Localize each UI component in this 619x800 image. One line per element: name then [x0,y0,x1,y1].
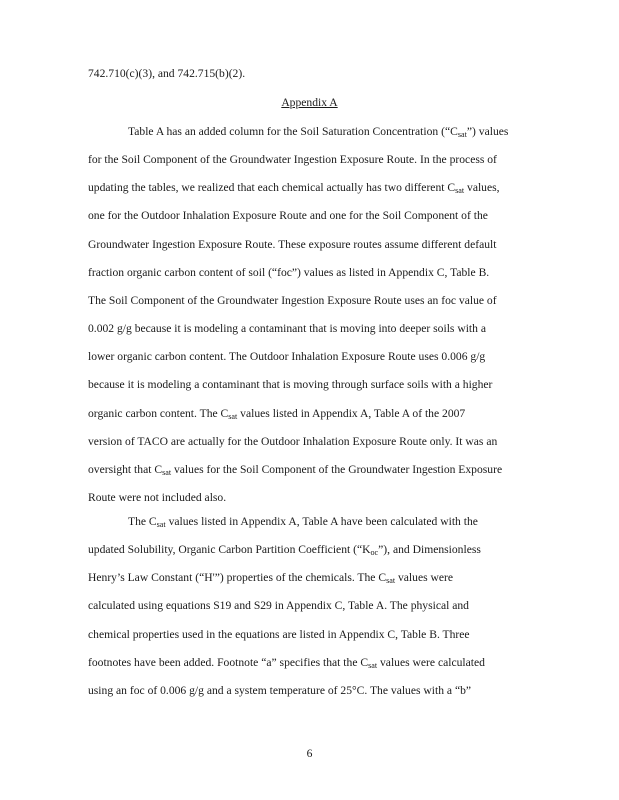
text-run: chemical properties used in the equations are listed in Appendix C, Table B. Three [88,627,470,641]
text-run: for the Soil Component of the Groundwater Ingestion Exposure Route. In the process of [88,153,497,167]
subscript: sat [228,411,238,421]
text-line [88,153,497,167]
text-run: because it is modeling a contaminant that is moving through surface soils with a higher [88,378,493,392]
text-line [128,515,478,529]
section-heading: Appendix A [281,96,338,109]
text-line [88,491,226,505]
text-run: Henry’s Law Constant (“H'”) properties of the chemicals. The C [88,571,387,585]
text-run: calculated using equations S19 and S29 in Appendix C, Table A. The physical and [88,599,469,613]
page-number: 6 [306,747,313,760]
text-line [128,125,508,139]
text-line [88,543,481,557]
text-run: oversight that C [88,462,163,476]
text-run: version of TACO are actually for the Outdoor Inhalation Exposure Route only. It was an [88,434,498,448]
text-run: values were [395,571,454,585]
text-run: Table A has an added column for the Soil Saturation Concentration (“C [128,125,458,138]
text-run: lower organic carbon content. The Outdoor Inhalation Exposure Route uses 0.006 g/g [88,350,486,364]
text-run: updated Solubility, Organic Carbon Partition Coefficient (“K [88,543,371,557]
subscript: sat [162,467,172,477]
text-line [88,181,500,195]
text-line [88,571,453,585]
text-line [88,599,469,613]
text-run: ”) values [466,125,509,138]
text-line [88,294,497,308]
text-run: values were calculated [377,655,485,669]
text-line [88,238,496,252]
subscript: sat [455,186,465,196]
subscript: sat [368,660,378,670]
text-run: The C [128,515,157,528]
text-run: Route were not included also. [88,490,227,504]
text-run: Groundwater Ingestion Exposure Route. These exposure routes assume different default [88,237,497,251]
text-run: The Soil Component of the Groundwater Ingestion Exposure Route uses an foc value of [88,293,497,307]
text-line [88,628,470,642]
text-run: organic carbon content. The C [88,406,229,420]
text-line [88,407,465,421]
carry-over-line: 742.710(c)(3), and 742.715(b)(2). [88,67,246,80]
subscript: sat [457,130,467,140]
text-line [88,684,471,698]
text-line [88,463,502,477]
text-run: fraction organic carbon content of soil (“foc”) values as listed in Appendix C, Table B. [88,265,490,279]
text-line [88,266,489,280]
text-run: values listed in Appendix A, Table A of the 2007 [237,406,466,420]
subscript: sat [386,576,396,586]
text-line [88,435,497,449]
text-line [88,656,485,670]
text-line [88,350,485,364]
text-run: updating the tables, we realized that each chemical actually has two different C [88,181,456,195]
text-run: values listed in Appendix A, Table A have been calculated with the [165,515,478,528]
text-run: values for the Soil Component of the Groundwater Ingestion Exposure [171,462,503,476]
text-run: footnotes have been added. Footnote “a” specifies that the C [88,655,369,669]
text-run: ”), and Dimensionless [378,543,481,557]
text-line [88,209,488,223]
text-run: using an foc of 0.006 g/g and a system temperature of 25°C. The values with a “b” [88,683,472,697]
text-run: values, [464,181,500,195]
text-run: 0.002 g/g because it is modeling a contaminant that is moving into deeper soils with a [88,322,486,336]
subscript: oc [370,548,379,558]
text-line [88,378,492,392]
text-line [88,322,486,336]
subscript: sat [156,520,166,530]
text-run: one for the Outdoor Inhalation Exposure Route and one for the Soil Component of the [88,209,488,223]
